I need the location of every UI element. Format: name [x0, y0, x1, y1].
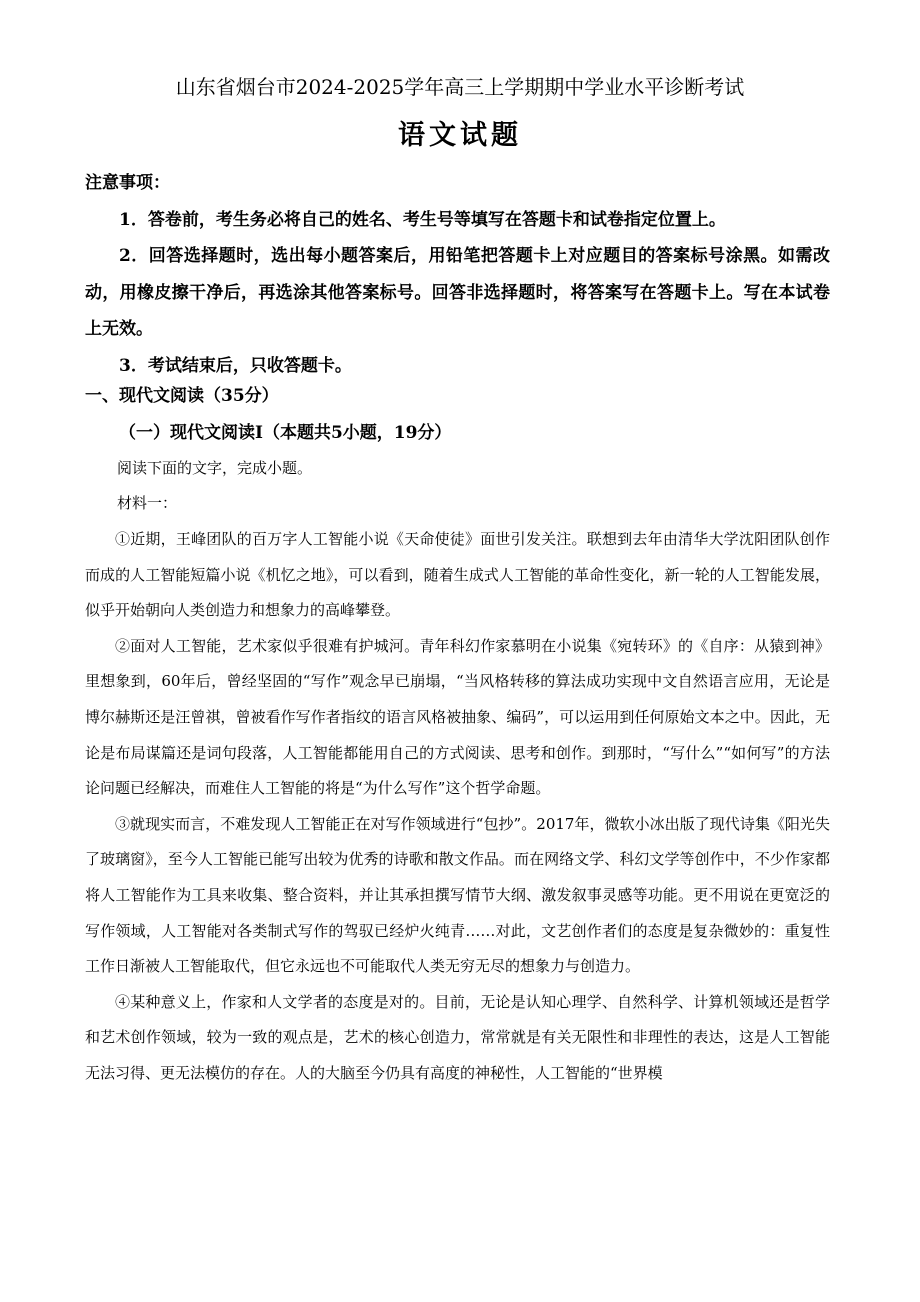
notice-item-3: 3．考试结束后，只收答题卡。 — [119, 355, 352, 376]
subject-title: 语文试题 — [398, 120, 522, 151]
notice-block — [85, 165, 830, 384]
material-label: 材料一： — [117, 494, 178, 512]
material-text — [85, 522, 830, 1092]
material-paragraph-2: ②面对人工智能，艺术家似乎很难有护城河。青年科幻作家慕明在小说集《宛转环》的《自序：从猿到神》里想象到，60年后，曾经坚固的“写作”观念早已崩塌，“当风格转移的算法成功实现中文自然语言应用，无论是博尔赫斯还是汪曾祺，曾被看作写作者指纹的语言风格被抽象、编码”，可以运用到任何原始文本之中。因此，无论是布局谋篇还是词句段落，人工智能都能用自己的方式阅读、思考和创作。到那时，“写什么”“如何写”的方法论问题已经解决，而难住人工智能的将是“为什么写作”这个哲学命题。 — [85, 636, 830, 798]
notice-item-1: 1．答卷前，考生务必将自己的姓名、考生号等填写在答题卡和试卷指定位置上。 — [119, 209, 726, 230]
material-paragraph-1: ①近期，王峰团队的百万字人工智能小说《天命使徒》面世引发关注。联想到去年由清华大学沈阳团队创作而成的人工智能短篇小说《机忆之地》，可以看到，随着生成式人工智能的革命性变化，新一轮的人工智能发展，似乎开始朝向人类创造力和想象力的高峰攀登。 — [85, 530, 830, 620]
notice-label: 注意事项： — [85, 173, 170, 193]
subsection-heading: （一）现代文阅读Ⅰ（本题共5小题，19分） — [119, 423, 452, 443]
notice-item-2: 2．回答选择题时，选出每小题答案后，用铅笔把答题卡上对应题目的答案标号涂黑。如需改动，用橡皮擦干净后，再选涂其他答案标号。回答非选择题时，将答案写在答题卡上。写在本试卷上无效。 — [85, 246, 830, 339]
exam-title: 山东省烟台市2024-2025学年高三上学期期中学业水平诊断考试 — [175, 75, 745, 99]
material-paragraph-3: ③就现实而言，不难发现人工智能正在对写作领域进行“包抄”。2017年，微软小冰出版了现代诗集《阳光失了玻璃窗》，至今人工智能已能写出较为优秀的诗歌和散文作品。而在网络文学、科幻文学等创作中，不少作家都将人工智能作为工具来收集、整合资料，并让其承担撰写情节大纲、激发叙事灵感等功能。更不用说在更宽泛的写作领域，人工智能对各类制式写作的驾驭已经炉火纯青……对此，文艺创作者们的态度是复杂微妙的：重复性工作日渐被人工智能取代，但它永远也不可能取代人类无穷无尽的想象力与创造力。 — [85, 814, 830, 976]
material-paragraph-4: ④某种意义上，作家和人文学者的态度是对的。目前，无论是认知心理学、自然科学、计算机领域还是哲学和艺术创作领域，较为一致的观点是，艺术的核心创造力，常常就是有关无限性和非理性的表达，这是人工智能无法习得、更无法模仿的存在。人的大脑至今仍具有高度的神秘性，人工智能的“世界模 — [85, 992, 830, 1082]
reading-instruction: 阅读下面的文字，完成小题。 — [117, 459, 313, 477]
section-heading: 一、现代文阅读（35分） — [85, 386, 279, 406]
